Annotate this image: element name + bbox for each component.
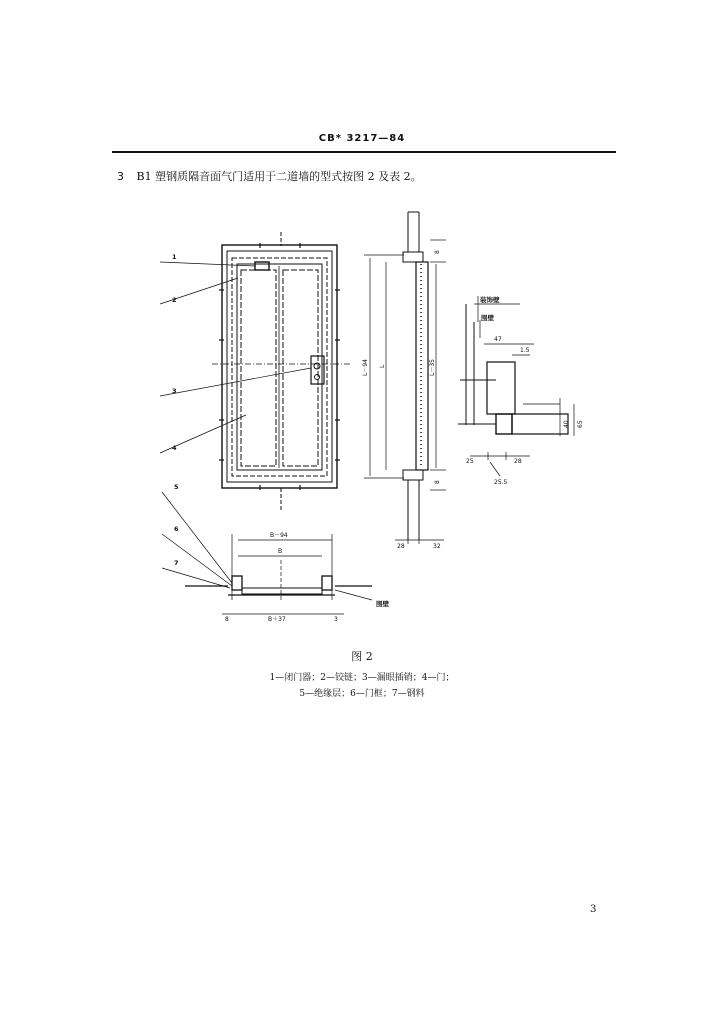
figure-legend-line-2: 5—绝缘层；6—门框；7—钢料 (299, 689, 425, 699)
dim-8-bottom: 8 (434, 480, 441, 484)
page-number: 3 (590, 904, 597, 915)
frame-detail (458, 296, 574, 476)
callout-5: 5 (174, 483, 179, 491)
dim-32-side: 32 (433, 543, 441, 550)
note-wall: 围壁 (481, 314, 494, 322)
standard-code-header: CB* 3217—84 (318, 133, 406, 144)
dim-3-plan: 3 (334, 616, 338, 623)
callout-3: 3 (172, 387, 177, 395)
dim-b-plus-37: B＋37 (268, 616, 286, 623)
dim-1-5: 1.5 (520, 347, 530, 354)
dim-28: 28 (514, 458, 522, 465)
door-front-view (160, 232, 350, 512)
dim-47: 47 (494, 336, 502, 343)
clause-number: 3 (117, 170, 124, 183)
dim-8-top: 8 (434, 250, 441, 254)
door-plan-view (162, 492, 372, 614)
note-wall-plan: 围壁 (376, 600, 389, 608)
note-deco-wall: 装饰壁 (480, 296, 500, 304)
door-side-section (364, 212, 446, 544)
dim-65: 65 (577, 420, 584, 428)
callout-6: 6 (174, 525, 179, 533)
callout-2: 2 (172, 296, 177, 304)
dim-8-plan: 8 (225, 616, 229, 623)
callout-1: 1 (172, 253, 177, 261)
clause-text: B1 塑钢质隔音面气门适用于二道墙的型式按图 2 及表 2。 (136, 170, 422, 183)
dim-b-minus-94: B－94 (270, 532, 288, 539)
dim-40: 40 (563, 420, 570, 428)
dim-25: 25 (466, 458, 474, 465)
material-notes (376, 295, 500, 608)
dim-l: L (379, 364, 386, 368)
dim-25-5: 25.5 (494, 479, 508, 486)
dim-28-side: 28 (397, 543, 405, 550)
callout-7: 7 (174, 559, 179, 567)
dim-b: B (278, 548, 283, 555)
figure-legend-line-1: 1—闭门器；2—铰链；3—漏眼插销；4—门； (269, 673, 455, 683)
callout-4: 4 (172, 444, 177, 452)
figure-title: 图 2 (351, 650, 373, 663)
callout-labels (172, 253, 179, 567)
dim-l-minus-94: L－94 (362, 359, 369, 376)
dim-l-minus-35: L－35 (429, 359, 436, 376)
